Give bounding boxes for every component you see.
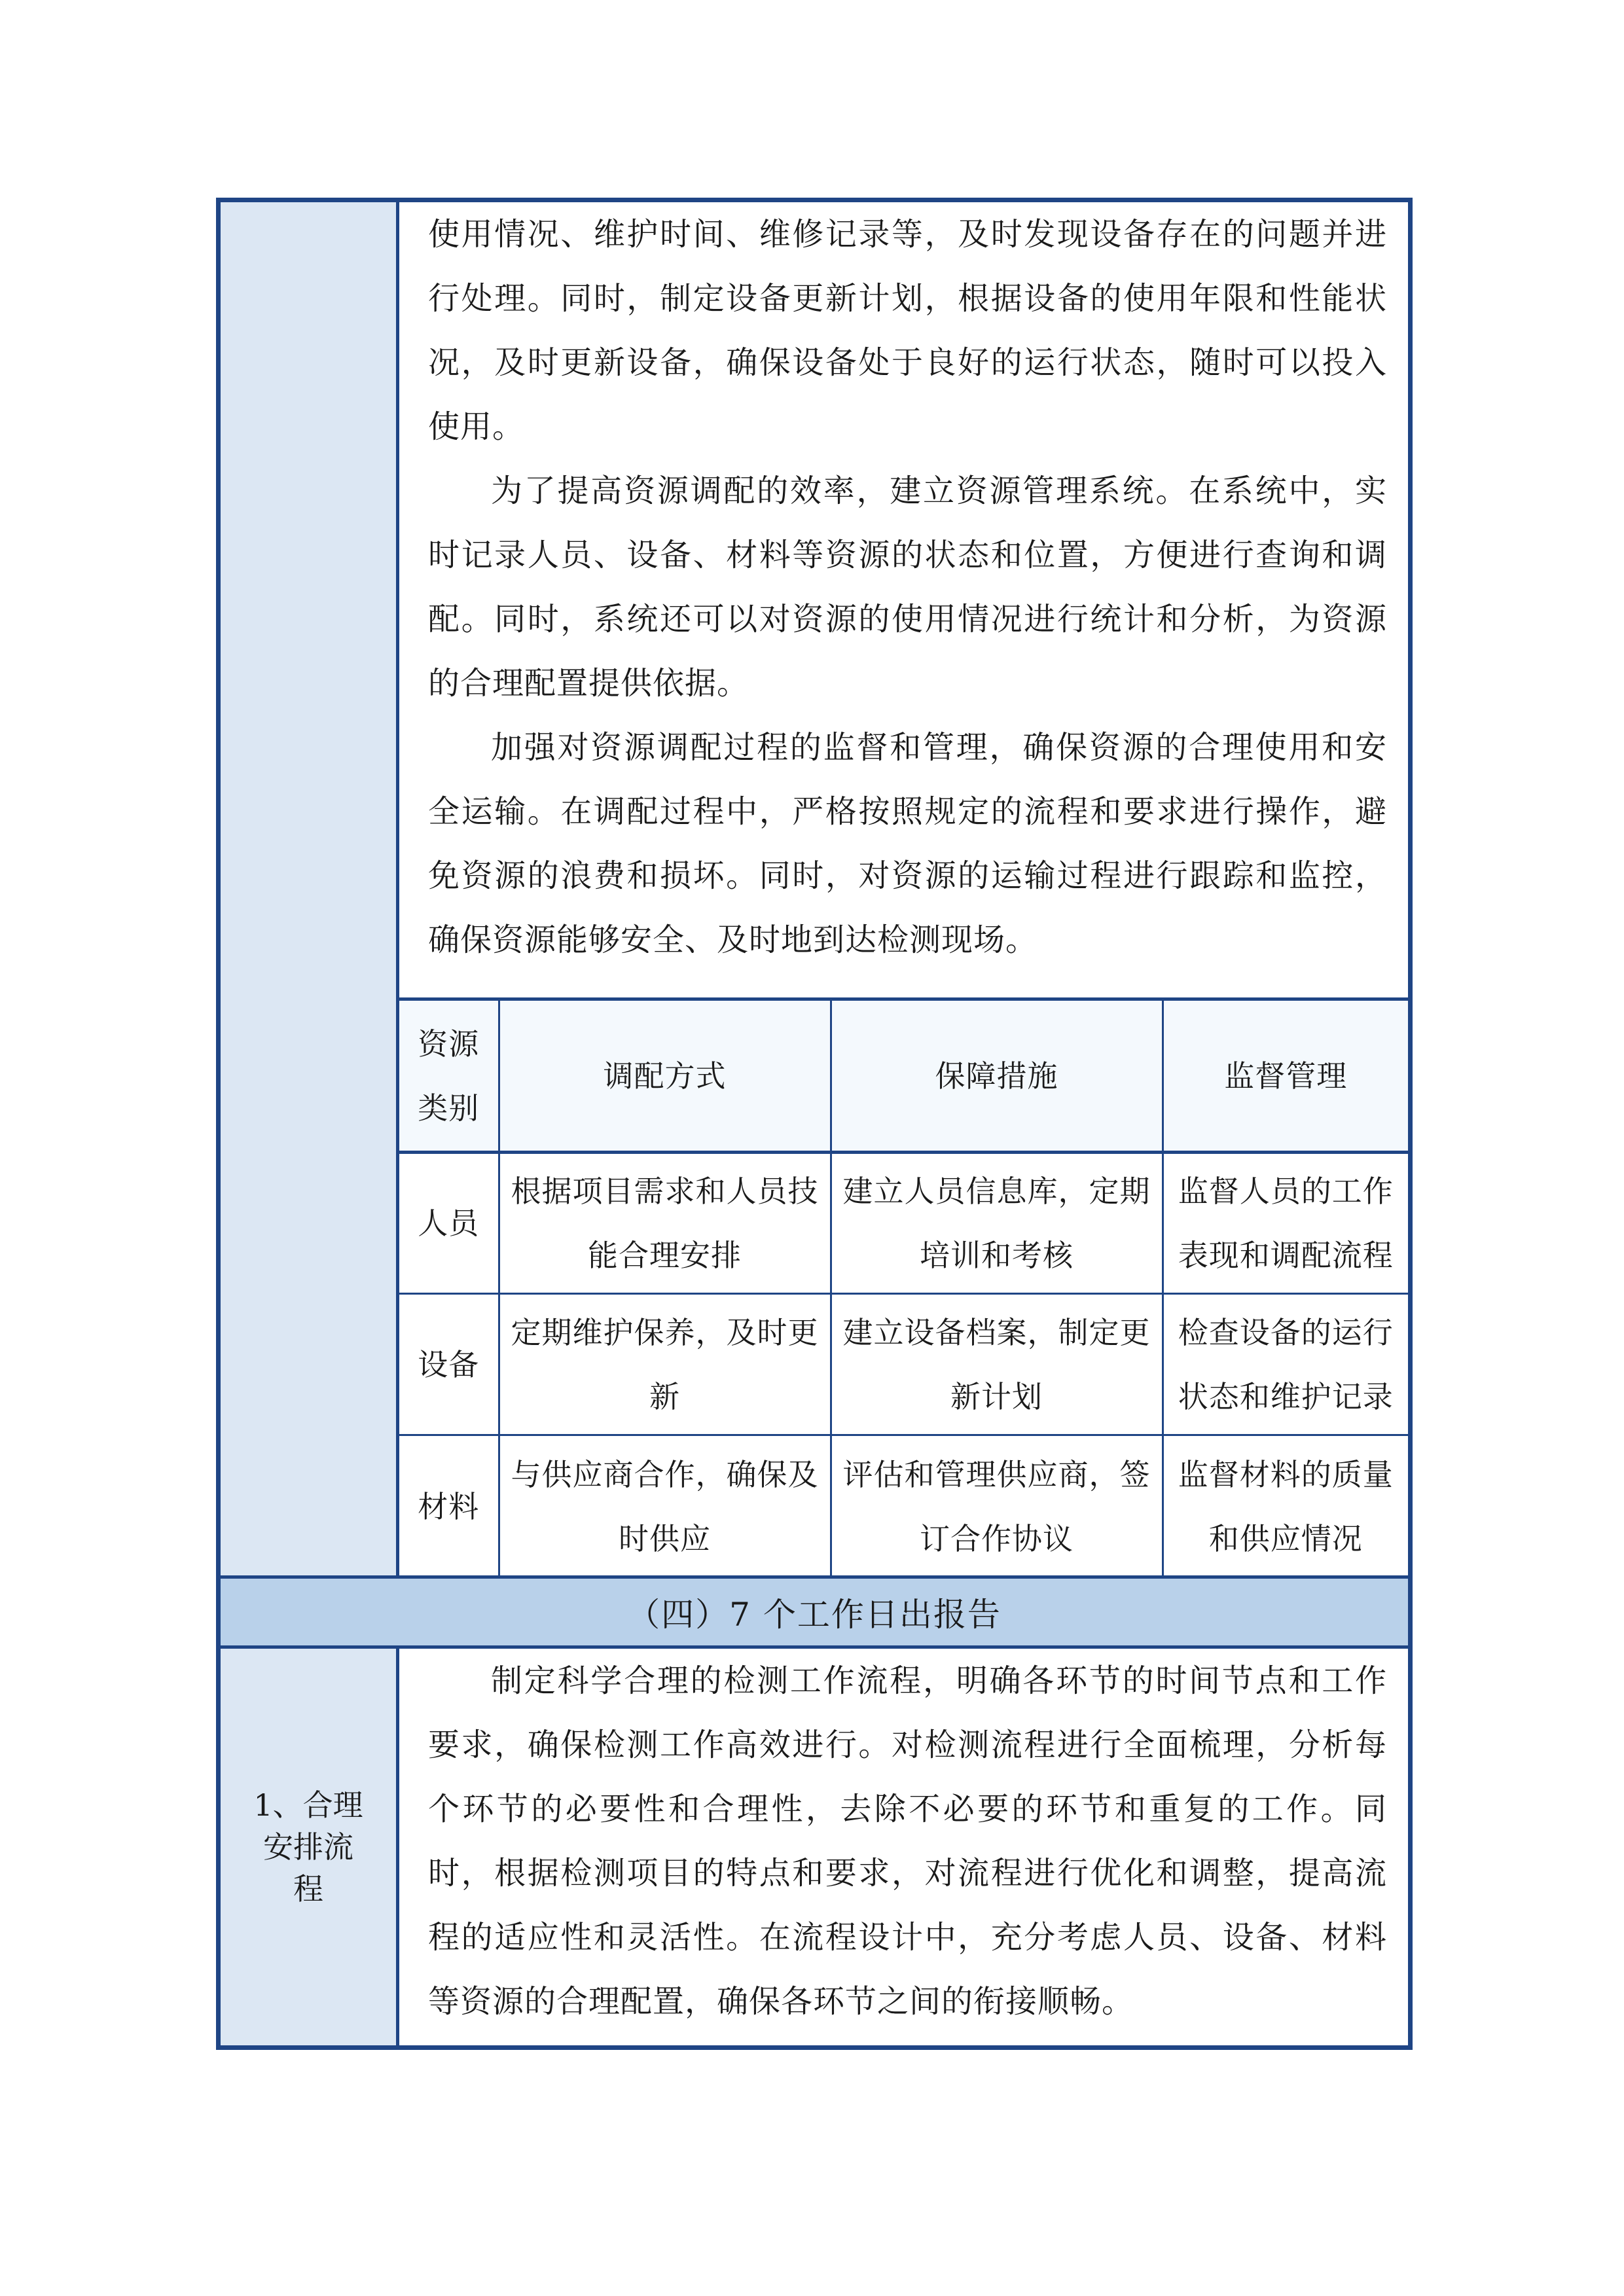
table-cell: 材料 [399,1435,499,1577]
table-row [399,1294,1408,1435]
resource-text-cell [399,202,1408,997]
table-header-cell: 资源类别 [399,999,499,1153]
table-header-cell: 监督管理 [1163,999,1408,1153]
table-row [399,1435,1408,1577]
table-header-cell: 调配方式 [499,999,831,1153]
table-header-cell: 保障措施 [831,999,1163,1153]
content-table [216,198,1413,2050]
item-text-cell [399,1649,1408,2045]
table-cell: 定期维护保养，及时更新 [499,1294,831,1435]
paragraph-resource-system: 为了提高资源调配的效率，建立资源管理系统。在系统中，实时记录人员、设备、材料等资源的状态和位置，方便进行查询和调配。同时，系统还可以对资源的使用情况进行统计和分析，为资源的合理配置提供依据。 [428,473,1387,702]
table-cell: 建立设备档案，制定更新计划 [831,1294,1163,1435]
table-cell: 与供应商合作，确保及时供应 [499,1435,831,1577]
table-cell: 监督材料的质量和供应情况 [1163,1435,1408,1577]
paragraph-equipment-continued: 使用情况、维护时间、维修记录等，及时发现设备存在的问题并进行处理。同时，制定设备更新计划，根据设备的使用年限和性能状况，及时更新设备，确保设备处于良好的运行状态，随时可以投入使用。 [428,216,1387,445]
item-label: 1、合理安排流程 [253,1787,363,1907]
resource-allocation-table [399,997,1408,1577]
table-row [399,1153,1408,1294]
table-cell: 人员 [399,1153,499,1294]
table-cell: 检查设备的运行状态和维护记录 [1163,1294,1408,1435]
table-cell: 建立人员信息库，定期培训和考核 [831,1153,1163,1294]
paragraph-supervision: 加强对资源调配过程的监督和管理，确保资源的合理使用和安全运输。在调配过程中，严格按照规定的流程和要求进行操作，避免资源的浪费和损坏。同时，对资源的运输过程进行跟踪和监控，确保资源能够安全、及时地到达检测现场。 [428,729,1387,958]
table-cell: 监督人员的工作表现和调配流程 [1163,1153,1408,1294]
item-label-cell [221,1649,399,2045]
table-cell: 设备 [399,1294,499,1435]
left-label-cell-empty [221,202,399,1575]
table-cell: 评估和管理供应商，签订合作协议 [831,1435,1163,1577]
table-header-row [399,999,1408,1153]
table-cell: 根据项目需求和人员技能合理安排 [499,1153,831,1294]
section-header: （四）7 个工作日出报告 [221,1575,1408,1649]
paragraph-process: 制定科学合理的检测工作流程，明确各环节的时间节点和工作要求，确保检测工作高效进行。对检测流程进行全面梳理，分析每个环节的必要性和合理性，去除不必要的环节和重复的工作。同时，根据检测项目的特点和要求，对流程进行优化和调整，提高流程的适应性和灵活性。在流程设计中，充分考虑人员、设备、材料等资源的合理配置，确保各环节之间的衔接顺畅。 [428,1662,1387,2020]
